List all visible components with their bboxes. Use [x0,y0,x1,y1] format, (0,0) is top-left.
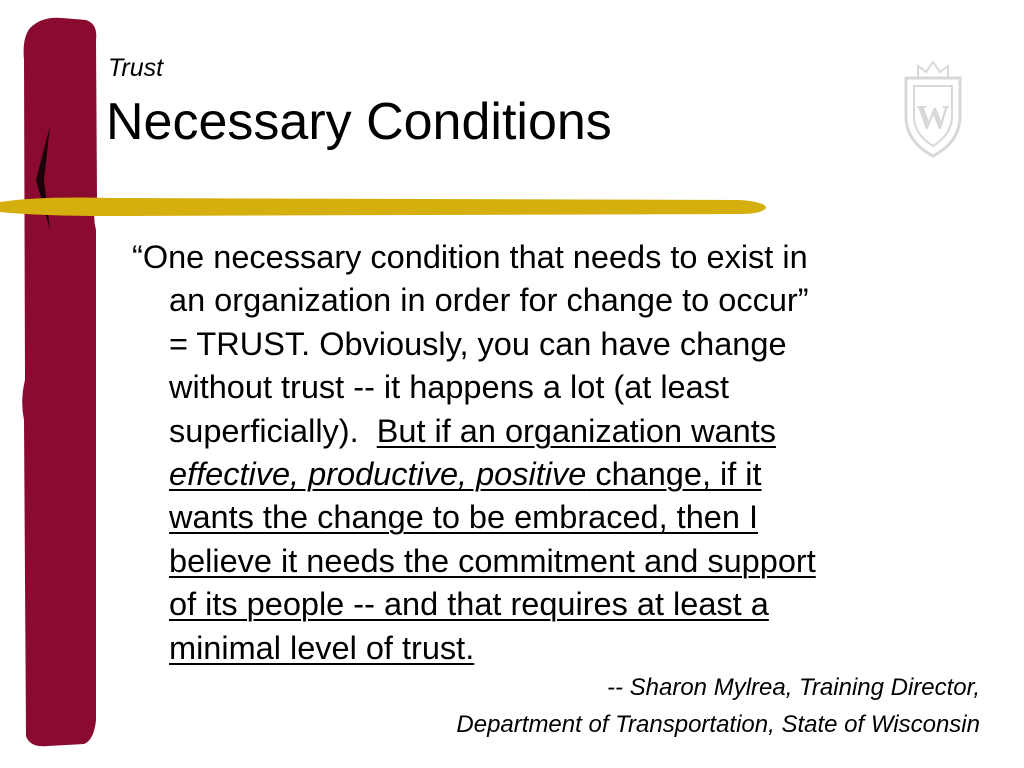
quote-line: without trust -- it happens a lot (at least [169,369,729,406]
quote-attribution [456,669,980,743]
quote-line: of its people -- and that requires at least a [169,586,769,623]
svg-text:W: W [916,99,950,136]
university-crest-w-icon [898,56,968,160]
quote-line: believe it needs the commitment and support [169,542,816,579]
quote-line: minimal level of trust. [169,629,475,666]
attribution-line: Department of Transportation, State of Wisconsin [456,711,980,738]
quote-text-underlined: change, if it [586,456,762,493]
quote-text-italic: effective, productive, positive [169,456,587,493]
quote-paragraph [132,236,972,670]
quote-line: “One necessary condition that needs to exist in [132,239,808,275]
quote-text-plain: superficially). [169,412,377,449]
quote-line: wants the change to be embraced, then I [169,499,758,536]
attribution-line: -- Sharon Mylrea, Training Director, [606,674,980,701]
quote-line [132,410,972,453]
slide-title: Necessary Conditions [106,93,612,151]
slide-subtitle: Trust [108,54,164,82]
quote-line [132,453,972,496]
quote-line: an organization in order for change to occur” [169,282,809,319]
quote-text-underlined: But if an organization wants [376,412,776,449]
quote-line: = TRUST. Obviously, you can have change [169,325,787,362]
